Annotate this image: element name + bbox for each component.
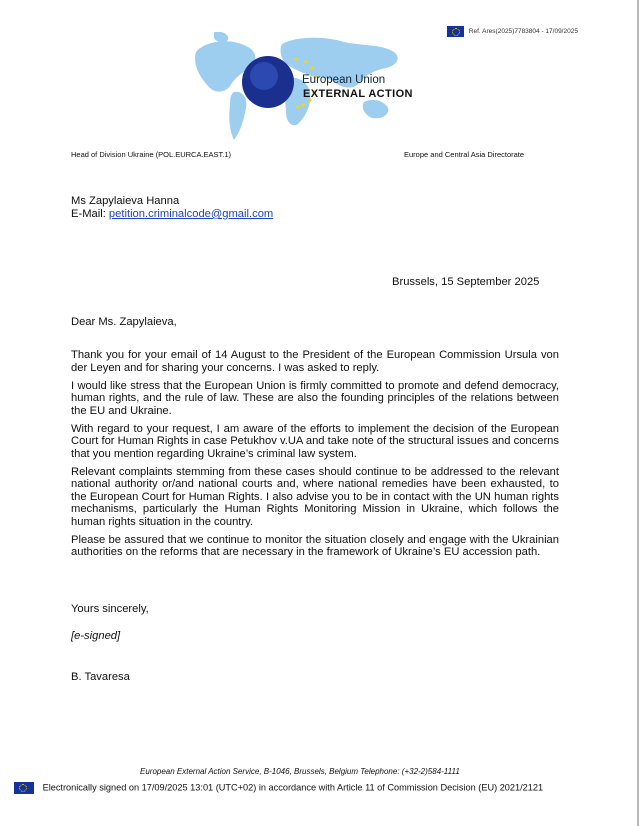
salutation: Dear Ms. Zapylaieva, (71, 316, 177, 328)
head-of-division: Head of Division Ukraine (POL.EURCA.EAST.1) (71, 150, 232, 159)
electronic-signature-notice (14, 782, 543, 794)
paragraph-5: Please be assured that we continue to monitor the situation closely and engage with the Ukrainian authorities on the reforms that are necessary in the framework of Ukraine’s EU accession path. (71, 533, 559, 558)
directorate: Europe and Central Asia Directorate (404, 150, 525, 159)
letter-body (71, 349, 559, 564)
letter-date: Brussels, 15 September 2025 (392, 276, 540, 288)
paragraph-4: Relevant complaints stemming from these cases should continue to be addressed to the relevant national authority or/and national courts and, where national remedies have been exhausted, to the European Court for Human Rights. I also advise you to be in contact with the UN human rights mechanisms, particularly the Human Rights Monitoring Mission in Ukraine, which follows the human rights situation in the country. (71, 465, 559, 528)
paragraph-3: With regard to your request, I am aware of the efforts to implement the decision of the European Court for Human Rights in case Petukhov v.UA and take note of the structural issues and concerns that you mention regarding Ukraine’s criminal law system. (71, 422, 559, 460)
esign-text: Electronically signed on 17/09/2025 13:01 (UTC+02) in accordance with Article 11 of Commission Decision (EU) 2021/2121 (42, 782, 544, 793)
eu-flag-icon (447, 26, 464, 37)
signer-name: B. Tavaresa (71, 671, 130, 683)
logo-subtitle: EXTERNAL ACTION (303, 88, 413, 100)
logo-title: European Union (302, 74, 386, 86)
e-signed-mark: [e-signed] (71, 630, 121, 642)
reference-number (447, 26, 578, 37)
recipient-name: Ms Zapylaieva Hanna (71, 195, 180, 207)
eu-flag-icon (14, 782, 34, 794)
paragraph-1: Thank you for your email of 14 August to the President of the European Commission Ursula von der Leyen and for sharing your concerns. I was asked to reply. (71, 349, 559, 374)
reference-text: Ref. Ares(2025)7783804 - 17/09/2025 (468, 28, 578, 36)
recipient-email-line (71, 208, 273, 221)
email-label: E-Mail: (71, 208, 109, 220)
email-link[interactable]: petition.criminalcode@gmail.com (108, 208, 274, 220)
closing: Yours sincerely, (71, 603, 149, 615)
footer-address: European External Action Service, B-1046, Brussels, Belgium Telephone: (+32-2)584-1111 (140, 767, 460, 776)
paragraph-2: I would like stress that the European Union is firmly committed to promote and defend democracy, human rights, and the rule of law. These are also the founding principles of the relations between the EU and Ukraine. (71, 379, 559, 417)
